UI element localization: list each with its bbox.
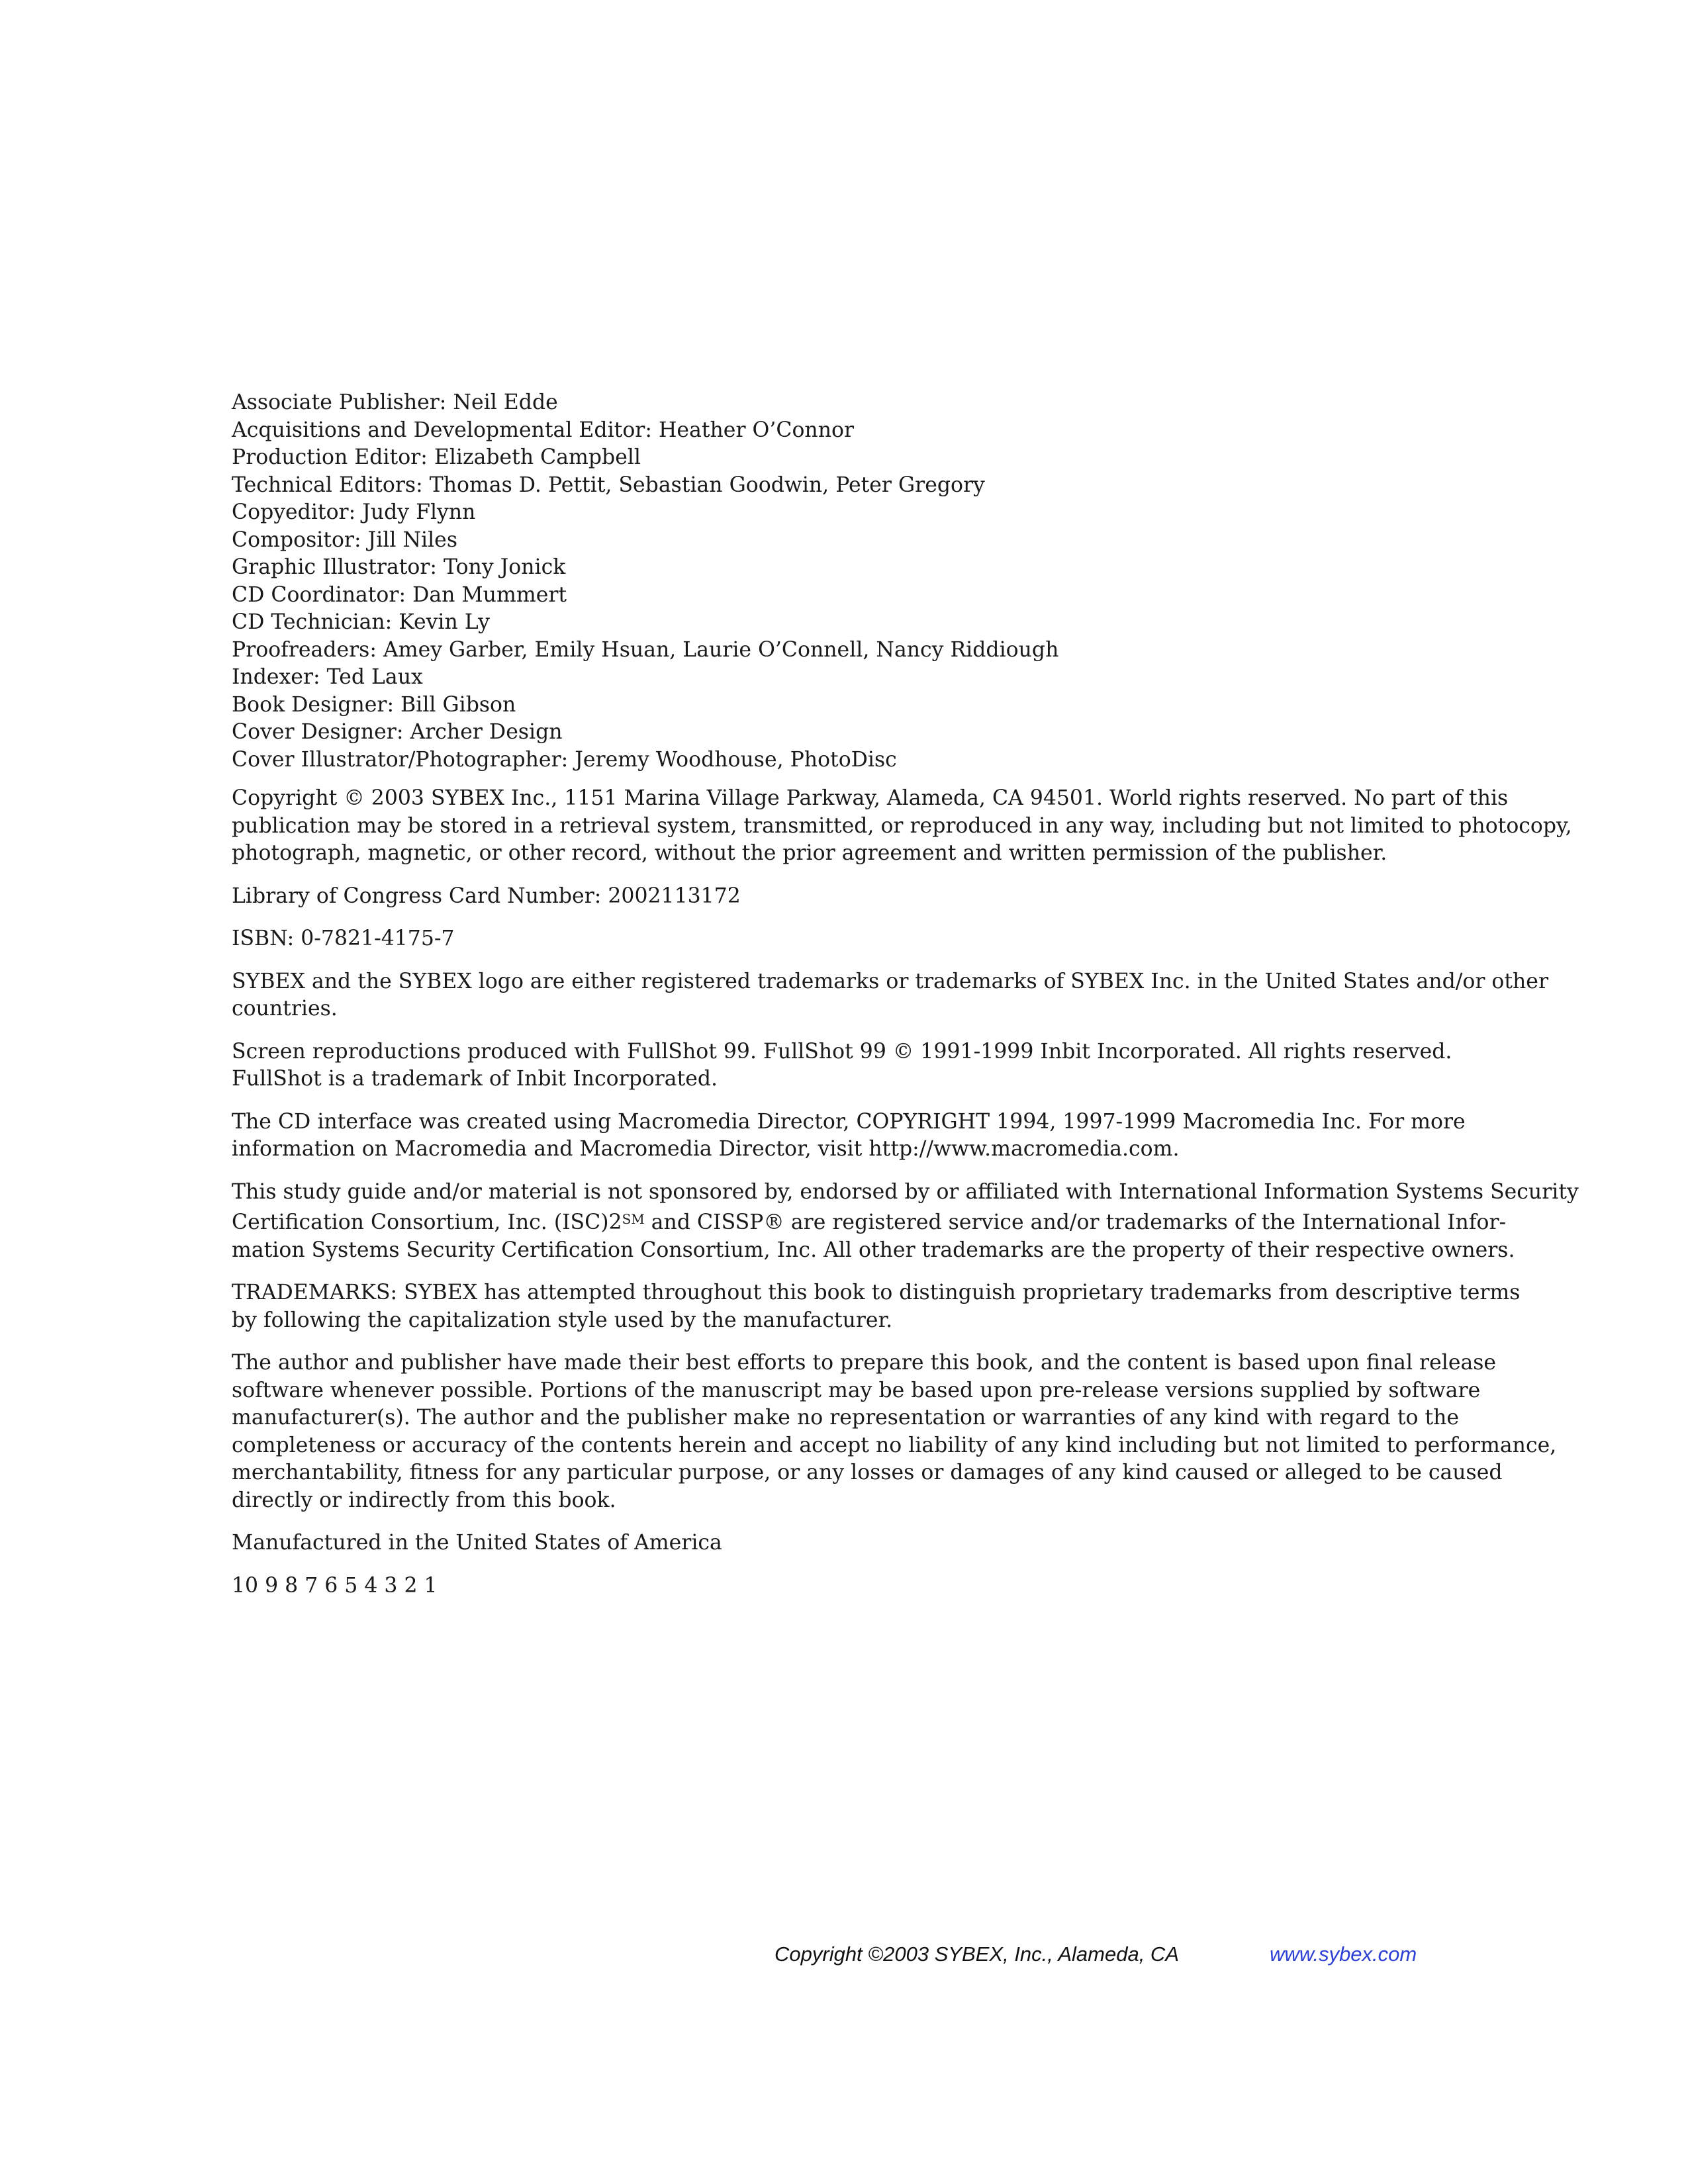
cd-interface-line: The CD interface was created using Macromedia Director, COPYRIGHT 1994, 1997-1999 Macromedia Inc. For more [232, 1109, 1466, 1134]
lccn-line: Library of Congress Card Number: 2002113172 [232, 884, 741, 908]
sybex-trademark-notice [232, 968, 1549, 1023]
credit-line: Compositor: Jill Niles [232, 527, 457, 552]
disclaimer-line: software whenever possible. Portions of the manuscript may be based upon pre-release versions supplied by software [232, 1378, 1481, 1402]
trademarks-line: TRADEMARKS: SYBEX has attempted throughout this book to distinguish proprietary trademarks from descriptive terms [232, 1281, 1521, 1304]
manufactured-line: Manufactured in the United States of America [232, 1531, 722, 1555]
credit-line: Copyeditor: Judy Flynn [232, 500, 476, 524]
study-guide-line: mation Systems Security Certification Consortium, Inc. All other trademarks are the property of their respective owners. [232, 1238, 1515, 1262]
study-guide-line: This study guide and/or material is not sponsored by, endorsed by or affiliated with International Information Systems Security [232, 1179, 1579, 1204]
study-guide-text: and CISSP® are registered service and/or trademarks of the International Infor- [644, 1210, 1507, 1234]
copyright-notice [232, 785, 1572, 868]
sybex-trademark-line: SYBEX and the SYBEX logo are either registered trademarks or trademarks of SYBEX Inc. in the United States and/or other [232, 969, 1549, 993]
isbn-line: ISBN: 0-7821-4175-7 [232, 927, 455, 950]
sybex-website-link[interactable]: www.sybex.com [1270, 1942, 1417, 1966]
study-guide-text: Certification Consortium, Inc. (ISC)2 [232, 1210, 622, 1234]
credit-line: Indexer: Ted Laux [232, 665, 423, 689]
fullshot-notice [232, 1038, 1452, 1093]
fullshot-line: FullShot is a trademark of Inbit Incorporated. [232, 1067, 718, 1091]
credit-line: CD Coordinator: Dan Mummert [232, 582, 567, 607]
cd-interface-line: information on Macromedia and Macromedia Director, visit http://www.macromedia.com. [232, 1137, 1180, 1161]
printing-line: 10 9 8 7 6 5 4 3 2 1 [232, 1573, 438, 1598]
credit-line: Acquisitions and Developmental Editor: Heather O’Connor [232, 418, 855, 442]
trademarks-line: by following the capitalization style used by the manufacturer. [232, 1308, 893, 1332]
disclaimer-line: completeness or accuracy of the contents herein and accept no liability of any kind including but not limited to performance, [232, 1433, 1557, 1457]
credits-list [232, 389, 1387, 774]
study-guide-notice [232, 1179, 1579, 1265]
credit-line: Book Designer: Bill Gibson [232, 692, 516, 717]
credit-line: CD Technician: Kevin Ly [232, 610, 490, 634]
trademarks-notice [232, 1279, 1521, 1334]
service-mark-symbol: SM [622, 1211, 645, 1227]
page-content [232, 389, 1579, 1615]
cd-interface-notice [232, 1109, 1466, 1163]
credit-line: Proofreaders: Amey Garber, Emily Hsuan, Laurie O’Connell, Nancy Riddiough [232, 637, 1059, 662]
copyright-notice-line: photograph, magnetic, or other record, without the prior agreement and written permission of the publisher. [232, 841, 1387, 865]
credit-line: Cover Illustrator/Photographer: Jeremy Woodhouse, PhotoDisc [232, 747, 897, 772]
copyright-notice-line: publication may be stored in a retrieval system, transmitted, or reproduced in any way, including but not limited to photocopy, [232, 813, 1572, 838]
footer-copyright: Copyright ©2003 SYBEX, Inc., Alameda, CA [774, 1942, 1179, 1966]
sybex-trademark-line: countries. [232, 997, 338, 1021]
credit-line: Graphic Illustrator: Tony Jonick [232, 555, 566, 579]
copyright-notice-line: Copyright © 2003 SYBEX Inc., 1151 Marina Village Parkway, Alameda, CA 94501. World rights reserved. No part of this [232, 786, 1509, 810]
disclaimer-line: manufacturer(s). The author and the publisher make no representation or warranties of any kind with regard to the [232, 1406, 1460, 1430]
fullshot-line: Screen reproductions produced with FullShot 99. FullShot 99 © 1991-1999 Inbit Incorporated. All rights reserved. [232, 1039, 1452, 1064]
study-guide-line [232, 1206, 1507, 1237]
credit-line: Technical Editors: Thomas D. Pettit, Sebastian Goodwin, Peter Gregory [232, 473, 985, 497]
page-footer [0, 1942, 1688, 1976]
credit-line: Cover Designer: Archer Design [232, 720, 563, 744]
disclaimer-line: merchantability, fitness for any particular purpose, or any losses or damages of any kind caused or alleged to be caused [232, 1461, 1503, 1484]
disclaimer-line: directly or indirectly from this book. [232, 1488, 616, 1512]
disclaimer-notice [232, 1349, 1557, 1514]
disclaimer-line: The author and publisher have made their best efforts to prepare this book, and the content is based upon final release [232, 1351, 1497, 1375]
credit-line: Production Editor: Elizabeth Campbell [232, 445, 641, 469]
credit-line: Associate Publisher: Neil Edde [232, 390, 558, 414]
